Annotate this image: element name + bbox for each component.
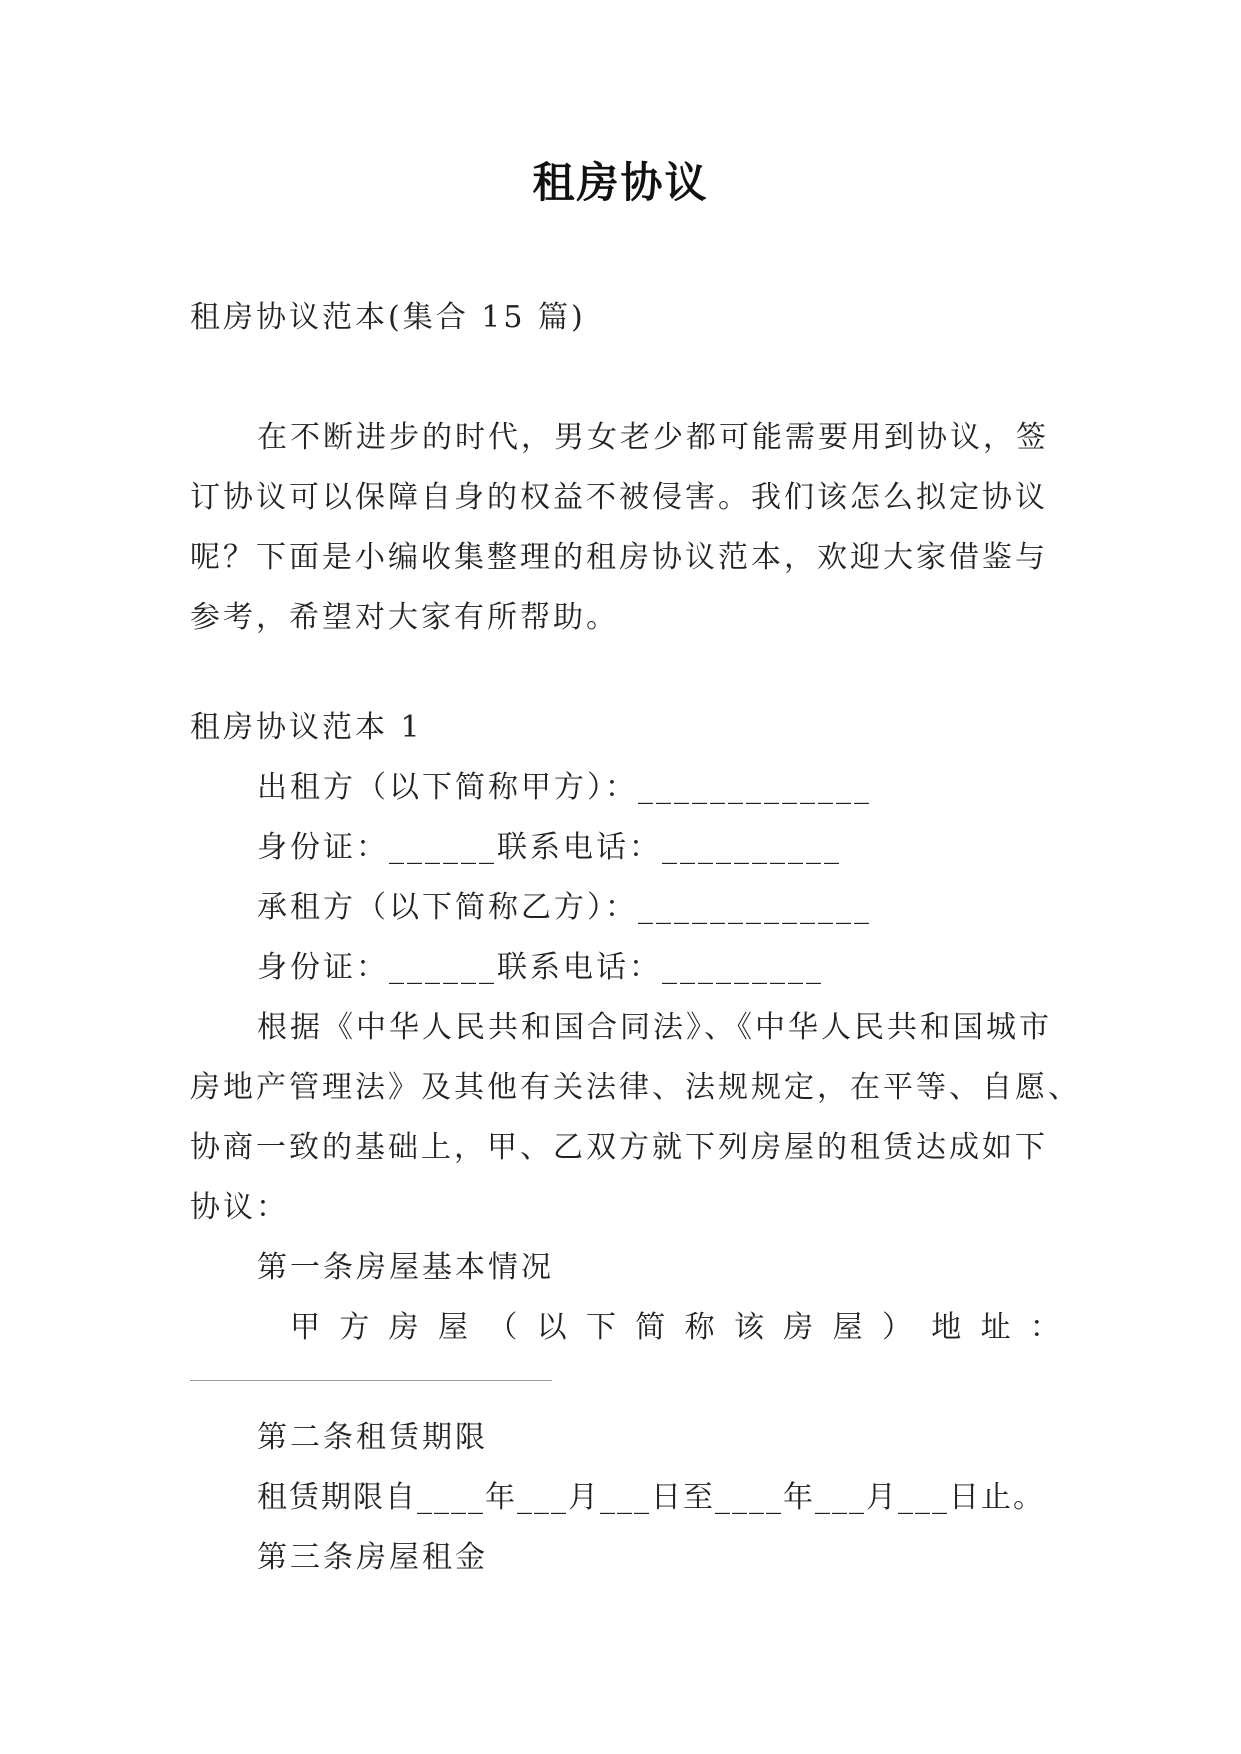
intro-line-4: 参考，希望对大家有所帮助。 [190, 600, 619, 635]
address-char: 屋 [437, 1310, 468, 1345]
basis-line-4: 协议： [190, 1190, 289, 1225]
address-char: 该 [733, 1310, 764, 1345]
basis-line-1: 根据《中华人民共和国合同法》、《中华人民共和国城市 [257, 1010, 1052, 1045]
basis-line-3: 协商一致的基础上，甲、乙双方就下列房屋的租赁达成如下 [190, 1130, 1048, 1165]
address-char: 方 [339, 1310, 370, 1345]
intro-line-2: 订协议可以保障自身的权益不被侵害。我们该怎么拟定协议 [190, 480, 1048, 515]
address-char: （ [487, 1310, 518, 1345]
document-subtitle: 租房协议范本(集合 15 篇) [190, 300, 586, 335]
address-char: 房 [388, 1310, 419, 1345]
document-title: 租房协议 [532, 158, 709, 207]
address-char: 址 [980, 1310, 1011, 1345]
address-char: ） [881, 1310, 912, 1345]
article-2-body: 租赁期限自____年___月___日至____年___月___日止。 [257, 1480, 1045, 1515]
lessor-line: 出租方（以下简称甲方）：_____________ [257, 770, 872, 805]
article-2-heading: 第二条租赁期限 [257, 1420, 488, 1455]
address-char: 房 [783, 1310, 814, 1345]
address-char: 以 [536, 1310, 567, 1345]
address-char: 称 [684, 1310, 715, 1345]
address-char: ： [1029, 1310, 1060, 1345]
lessee-id-phone-line: 身份证：______联系电话：_________ [257, 950, 824, 985]
intro-line-3: 呢？下面是小编收集整理的租房协议范本，欢迎大家借鉴与 [190, 540, 1048, 575]
intro-line-1: 在不断进步的时代，男女老少都可能需要用到协议，签 [257, 420, 1049, 455]
lessor-id-phone-line: 身份证：______联系电话：__________ [257, 830, 842, 865]
section-heading: 租房协议范本 1 [190, 710, 423, 745]
address-char: 地 [931, 1310, 962, 1345]
article-1-address-line [290, 1308, 1060, 1348]
article-3-heading: 第三条房屋租金 [257, 1540, 488, 1575]
address-char: 屋 [832, 1310, 863, 1345]
address-char: 下 [585, 1310, 616, 1345]
article-1-heading: 第一条房屋基本情况 [257, 1250, 554, 1285]
address-char: 甲 [290, 1310, 320, 1345]
address-char: 简 [635, 1310, 666, 1345]
lessee-line: 承租方（以下简称乙方）：_____________ [257, 890, 872, 925]
address-blank-rule [190, 1380, 552, 1381]
basis-line-2: 房地产管理法》及其他有关法律、法规规定，在平等、自愿、 [190, 1070, 1081, 1105]
